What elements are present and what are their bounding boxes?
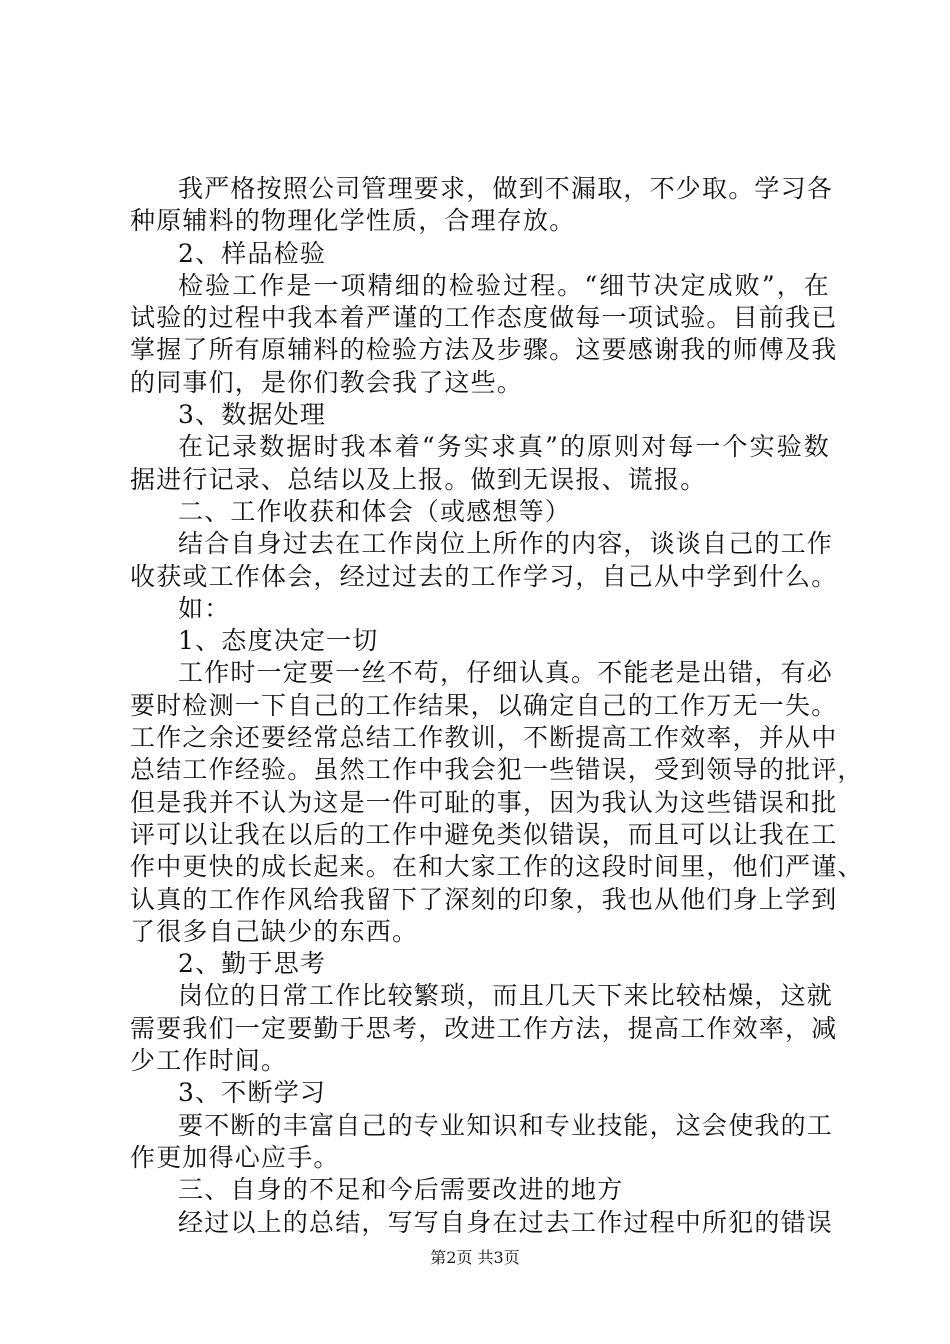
page-footer: 第2页 共3页: [430, 1248, 520, 1267]
text-line: 试验的过程中我本着严谨的工作态度做每一项试验。目前我已: [130, 303, 838, 333]
text-line: 作中更快的成长起来。在和大家工作的这段时间里，他们严谨、: [130, 852, 864, 882]
text-line: 工作之余还要经常总结工作教训，不断提高工作效率，并从中: [130, 723, 838, 753]
text-line: 收获或工作体会，经过过去的工作学习，自己从中学到什么。: [130, 561, 838, 591]
text-line: 1、态度决定一切: [178, 626, 379, 656]
text-line: 岗位的日常工作比较繁琐，而且几天下来比较枯燥，这就: [178, 981, 834, 1011]
text-line: 少工作时间。: [130, 1046, 288, 1076]
text-line: 检验工作是一项精细的检验过程。“细节决定成败”，在: [178, 270, 830, 300]
text-line: 掌握了所有原辅料的检验方法及步骤。这要感谢我的师傅及我: [130, 335, 838, 365]
text-line: 的同事们，是你们教会我了这些。: [130, 367, 524, 397]
text-line: 了很多自己缺少的东西。: [130, 916, 419, 946]
text-line: 结合自身过去在工作岗位上所作的内容，谈谈自己的工作: [178, 529, 834, 559]
text-line: 据进行记录、总结以及上报。做到无误报、谎报。: [130, 464, 707, 494]
document-body: [130, 173, 864, 1239]
text-line: 2、勤于思考: [178, 949, 327, 979]
text-line: 3、数据处理: [178, 400, 327, 430]
text-line: 工作时一定要一丝不苟，仔细认真。不能老是出错，有必: [178, 658, 834, 688]
text-line: 如：: [178, 593, 231, 623]
text-line: 我严格按照公司管理要求，做到不漏取，不少取。学习各: [178, 174, 834, 203]
text-line: 需要我们一定要勤于思考，改进工作方法，提高工作效率，减: [130, 1013, 838, 1043]
text-line: 在记录数据时我本着“务实求真”的原则对每一个实验数: [178, 432, 830, 462]
text-line: 种原辅料的物理化学性质，合理存放。: [130, 206, 576, 236]
text-line: 要不断的丰富自己的专业知识和专业技能，这会使我的工: [178, 1110, 834, 1140]
text-line: 经过以上的总结，写写自身在过去工作过程中所犯的错误: [178, 1207, 834, 1237]
text-line: 总结工作经验。虽然工作中我会犯一些错误，受到领导的批评，: [130, 755, 864, 785]
text-line: 要时检测一下自己的工作结果，以确定自己的工作万无一失。: [130, 690, 838, 720]
text-line: 评可以让我在以后的工作中避免类似错误，而且可以让我在工: [130, 819, 838, 849]
text-line: 作更加得心应手。: [130, 1142, 340, 1172]
text-line: 但是我并不认为这是一件可耻的事，因为我认为这些错误和批: [130, 787, 838, 817]
text-line: 认真的工作作风给我留下了深刻的印象，我也从他们身上学到: [130, 884, 838, 914]
text-line: 二、工作收获和体会（或感想等）: [178, 496, 572, 526]
text-line: 2、样品检验: [178, 238, 327, 268]
text-line: 3、不断学习: [178, 1078, 327, 1108]
text-line: 三、自身的不足和今后需要改进的地方: [178, 1175, 624, 1205]
